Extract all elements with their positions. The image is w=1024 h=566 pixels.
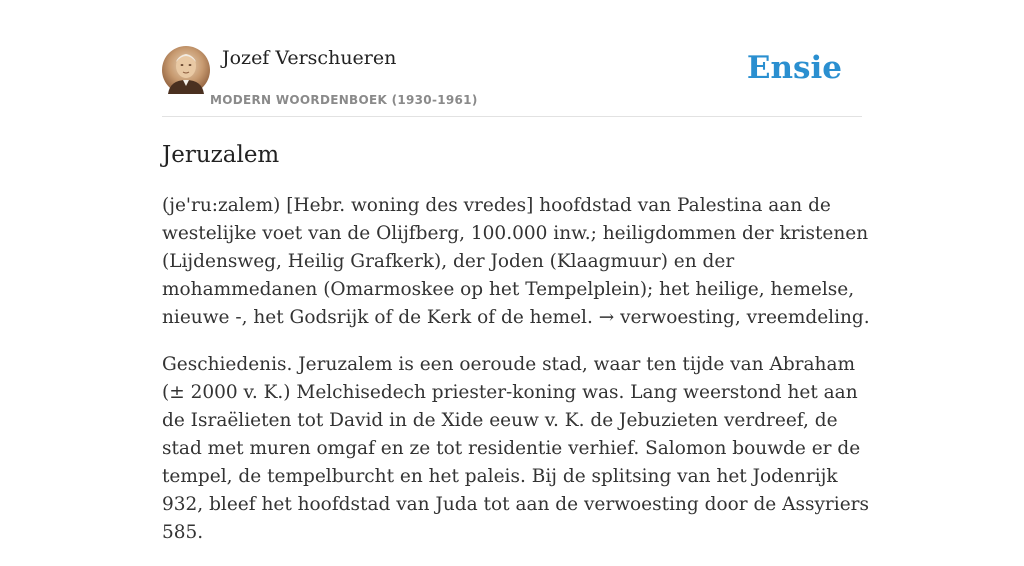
- link-vreemdeling[interactable]: vreemdeling: [746, 307, 864, 328]
- history-paragraph: Geschiedenis. Jeruzalem is een oeroude stad, waar ten tijde van Abraham (± 2000 v. K.) Melchisedech priester-koning was. Lang weerstond het aan de Israëlieten tot David in de Xide eeuw v. K. de Jebuzieten verdreef, de stad met muren omgaf en ze tot residentie verhief. Salomon bouwde er de tempel, de tempelburcht en het paleis. Bij de splitsing van het Jodenrijk 932, bleef het hoofdstad van Juda tot aan de verwoesting door de Assyriers 585.: [162, 354, 869, 543]
- see-also-arrow-icon: →: [598, 307, 615, 328]
- source-label[interactable]: MODERN WOORDENBOEK (1930-1961): [210, 93, 478, 107]
- brand-logo[interactable]: Ensie: [746, 50, 842, 86]
- author-avatar[interactable]: [162, 46, 210, 94]
- entry-header: [162, 46, 862, 117]
- entry-title: Jeruzalem: [162, 142, 280, 168]
- author-portrait-icon: [162, 46, 210, 94]
- definition-paragraph: [162, 192, 870, 332]
- link-verwoesting[interactable]: verwoesting: [620, 307, 735, 328]
- author-name[interactable]: Jozef Verschueren: [222, 47, 397, 69]
- entry-content: [162, 192, 870, 566]
- definition-end: .: [863, 307, 870, 328]
- definition-text: (je'ru:zalem) [Hebr. woning des vredes] hoofdstad van Palestina aan de westelijke voet van de Olijfberg, 100.000 inw.; heiligdommen der kristenen (Lijdensweg, Heilig Grafkerk), der Joden (Klaagmuur) en der mohammedanen (Omarmoskee op het Tempelplein); het heilige, hemelse, nieuwe -, het Godsrijk of de Kerk of de hemel.: [162, 195, 869, 328]
- link-separator: ,: [734, 307, 747, 328]
